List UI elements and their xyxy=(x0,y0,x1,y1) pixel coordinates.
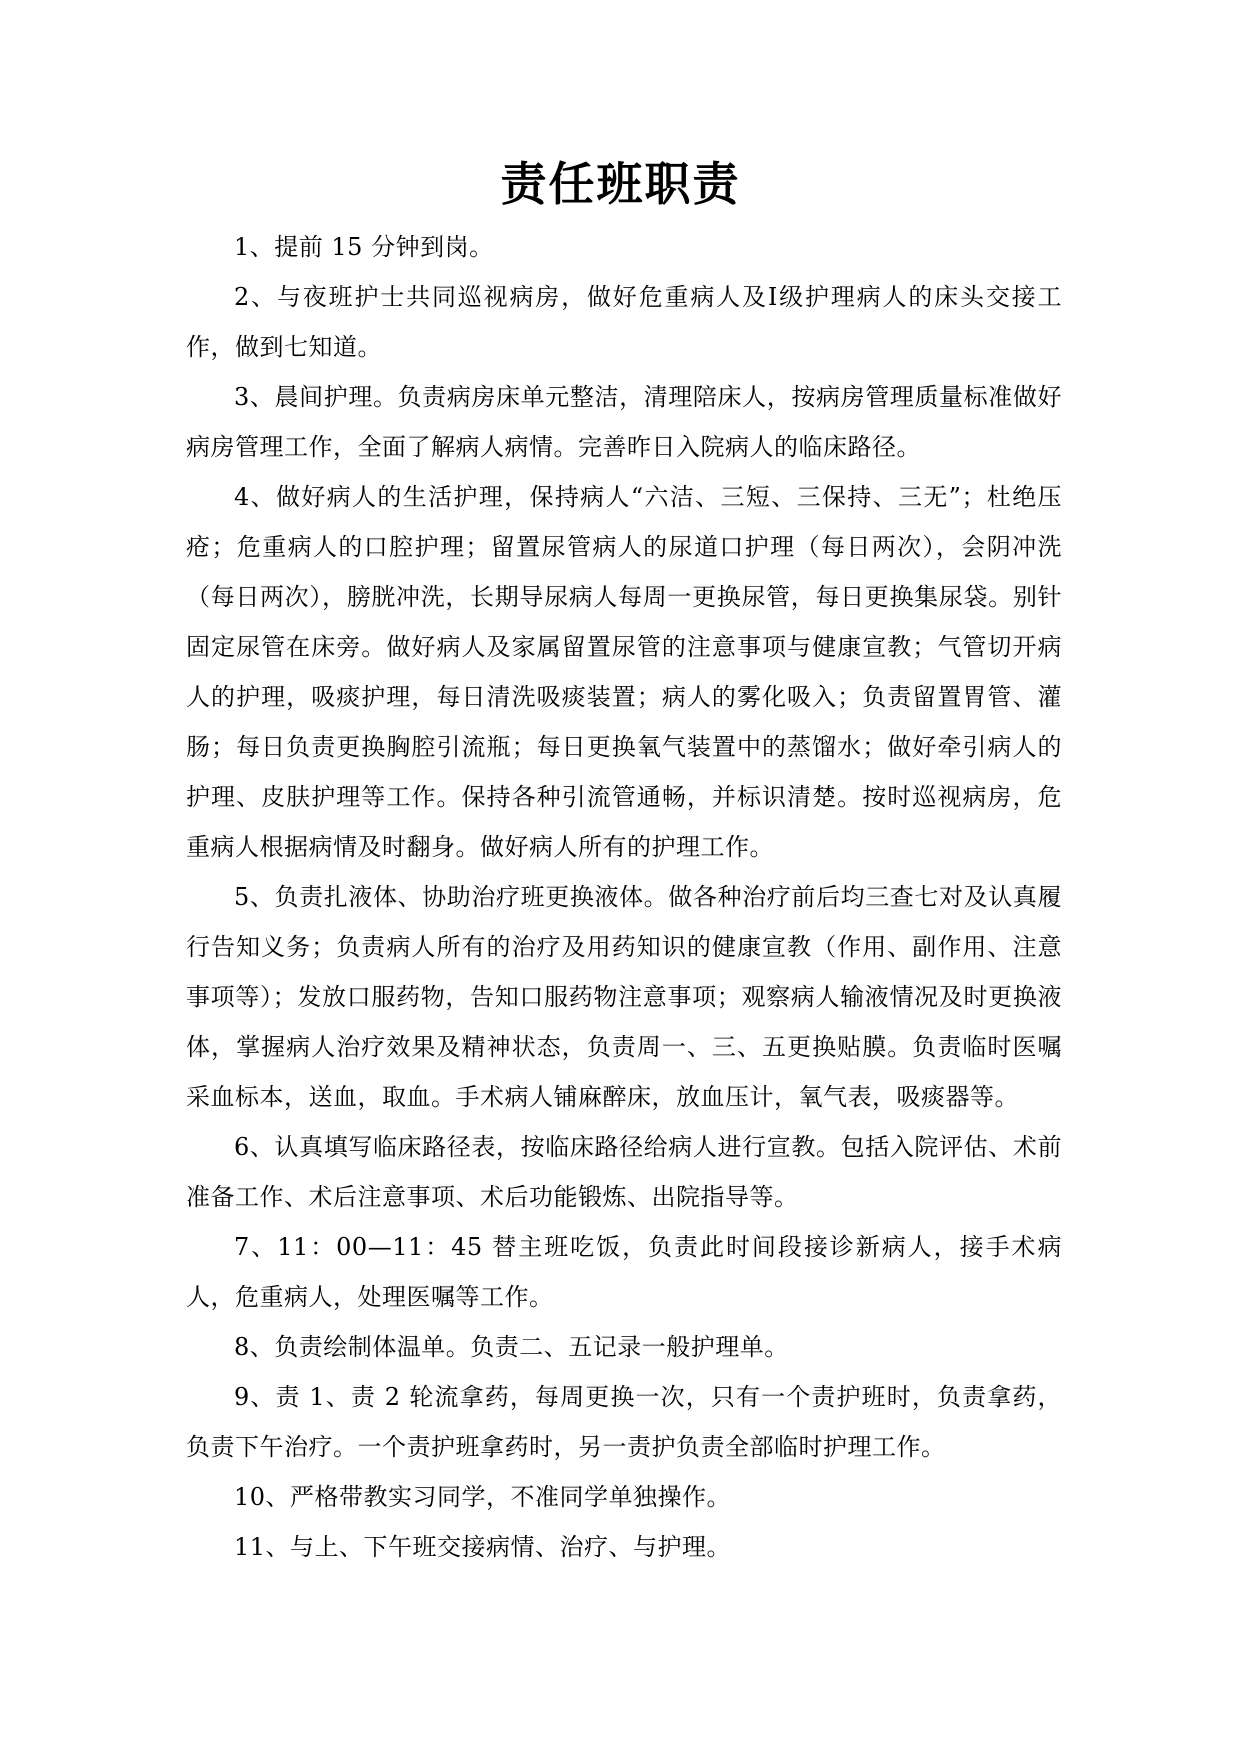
duty-item-9: 9、责 1、责 2 轮流拿药，每周更换一次，只有一个责护班时，负责拿药，负责下午治疗。一个责护班拿药时，另一责护负责全部临时护理工作。 xyxy=(186,1383,1062,1461)
duty-item-5: 5、负责扎液体、协助治疗班更换液体。做各种治疗前后均三查七对及认真履行告知义务；负责病人所有的治疗及用药知识的健康宣教（作用、副作用、注意事项等）；发放口服药物，告知口服药物注意事项；观察病人输液情况及时更换液体，掌握病人治疗效果及精神状态，负责周一、三、五更换贴膜。负责临时医嘱采血标本，送血，取血。手术病人铺麻醉床，放血压计，氧气表，吸痰器等。 xyxy=(186,883,1062,1111)
page-title: 责任班职责 xyxy=(500,157,741,211)
duty-item-11: 11、与上、下午班交接病情、治疗、与护理。 xyxy=(234,1533,732,1561)
duty-item-3: 3、晨间护理。负责病房床单元整洁，清理陪床人，按病房管理质量标准做好病房管理工作，全面了解病人病情。完善昨日入院病人的临床路径。 xyxy=(186,383,1062,461)
duty-item-1: 1、提前 15 分钟到岗。 xyxy=(234,233,494,261)
duty-item-8: 8、负责绘制体温单。负责二、五记录一般护理单。 xyxy=(234,1333,789,1361)
duty-list xyxy=(186,222,1062,1572)
duty-item-2: 2、与夜班护士共同巡视病房，做好危重病人及Ⅰ级护理病人的床头交接工作，做到七知道。 xyxy=(186,283,1062,361)
duty-item-10: 10、严格带教实习同学，不准同学单独操作。 xyxy=(234,1483,732,1511)
duty-item-6: 6、认真填写临床路径表，按临床路径给病人进行宣教。包括入院评估、术前准备工作、术后注意事项、术后功能锻炼、出院指导等。 xyxy=(186,1133,1062,1211)
duty-item-7: 7、11：00—11：45 替主班吃饭，负责此时间段接诊新病人，接手术病人，危重病人，处理医嘱等工作。 xyxy=(186,1233,1062,1311)
duty-item-4: 4、做好病人的生活护理，保持病人“六洁、三短、三保持、三无”；杜绝压疮；危重病人的口腔护理；留置尿管病人的尿道口护理（每日两次），会阴冲洗（每日两次），膀胱冲洗，长期导尿病人每周一更换尿管，每日更换集尿袋。别针固定尿管在床旁。做好病人及家属留置尿管的注意事项与健康宣教；气管切开病人的护理，吸痰护理，每日清洗吸痰装置；病人的雾化吸入；负责留置胃管、灌肠；每日负责更换胸腔引流瓶；每日更换氧气装置中的蒸馏水；做好牵引病人的护理、皮肤护理等工作。保持各种引流管通畅，并标识清楚。按时巡视病房，危重病人根据病情及时翻身。做好病人所有的护理工作。 xyxy=(186,483,1062,861)
